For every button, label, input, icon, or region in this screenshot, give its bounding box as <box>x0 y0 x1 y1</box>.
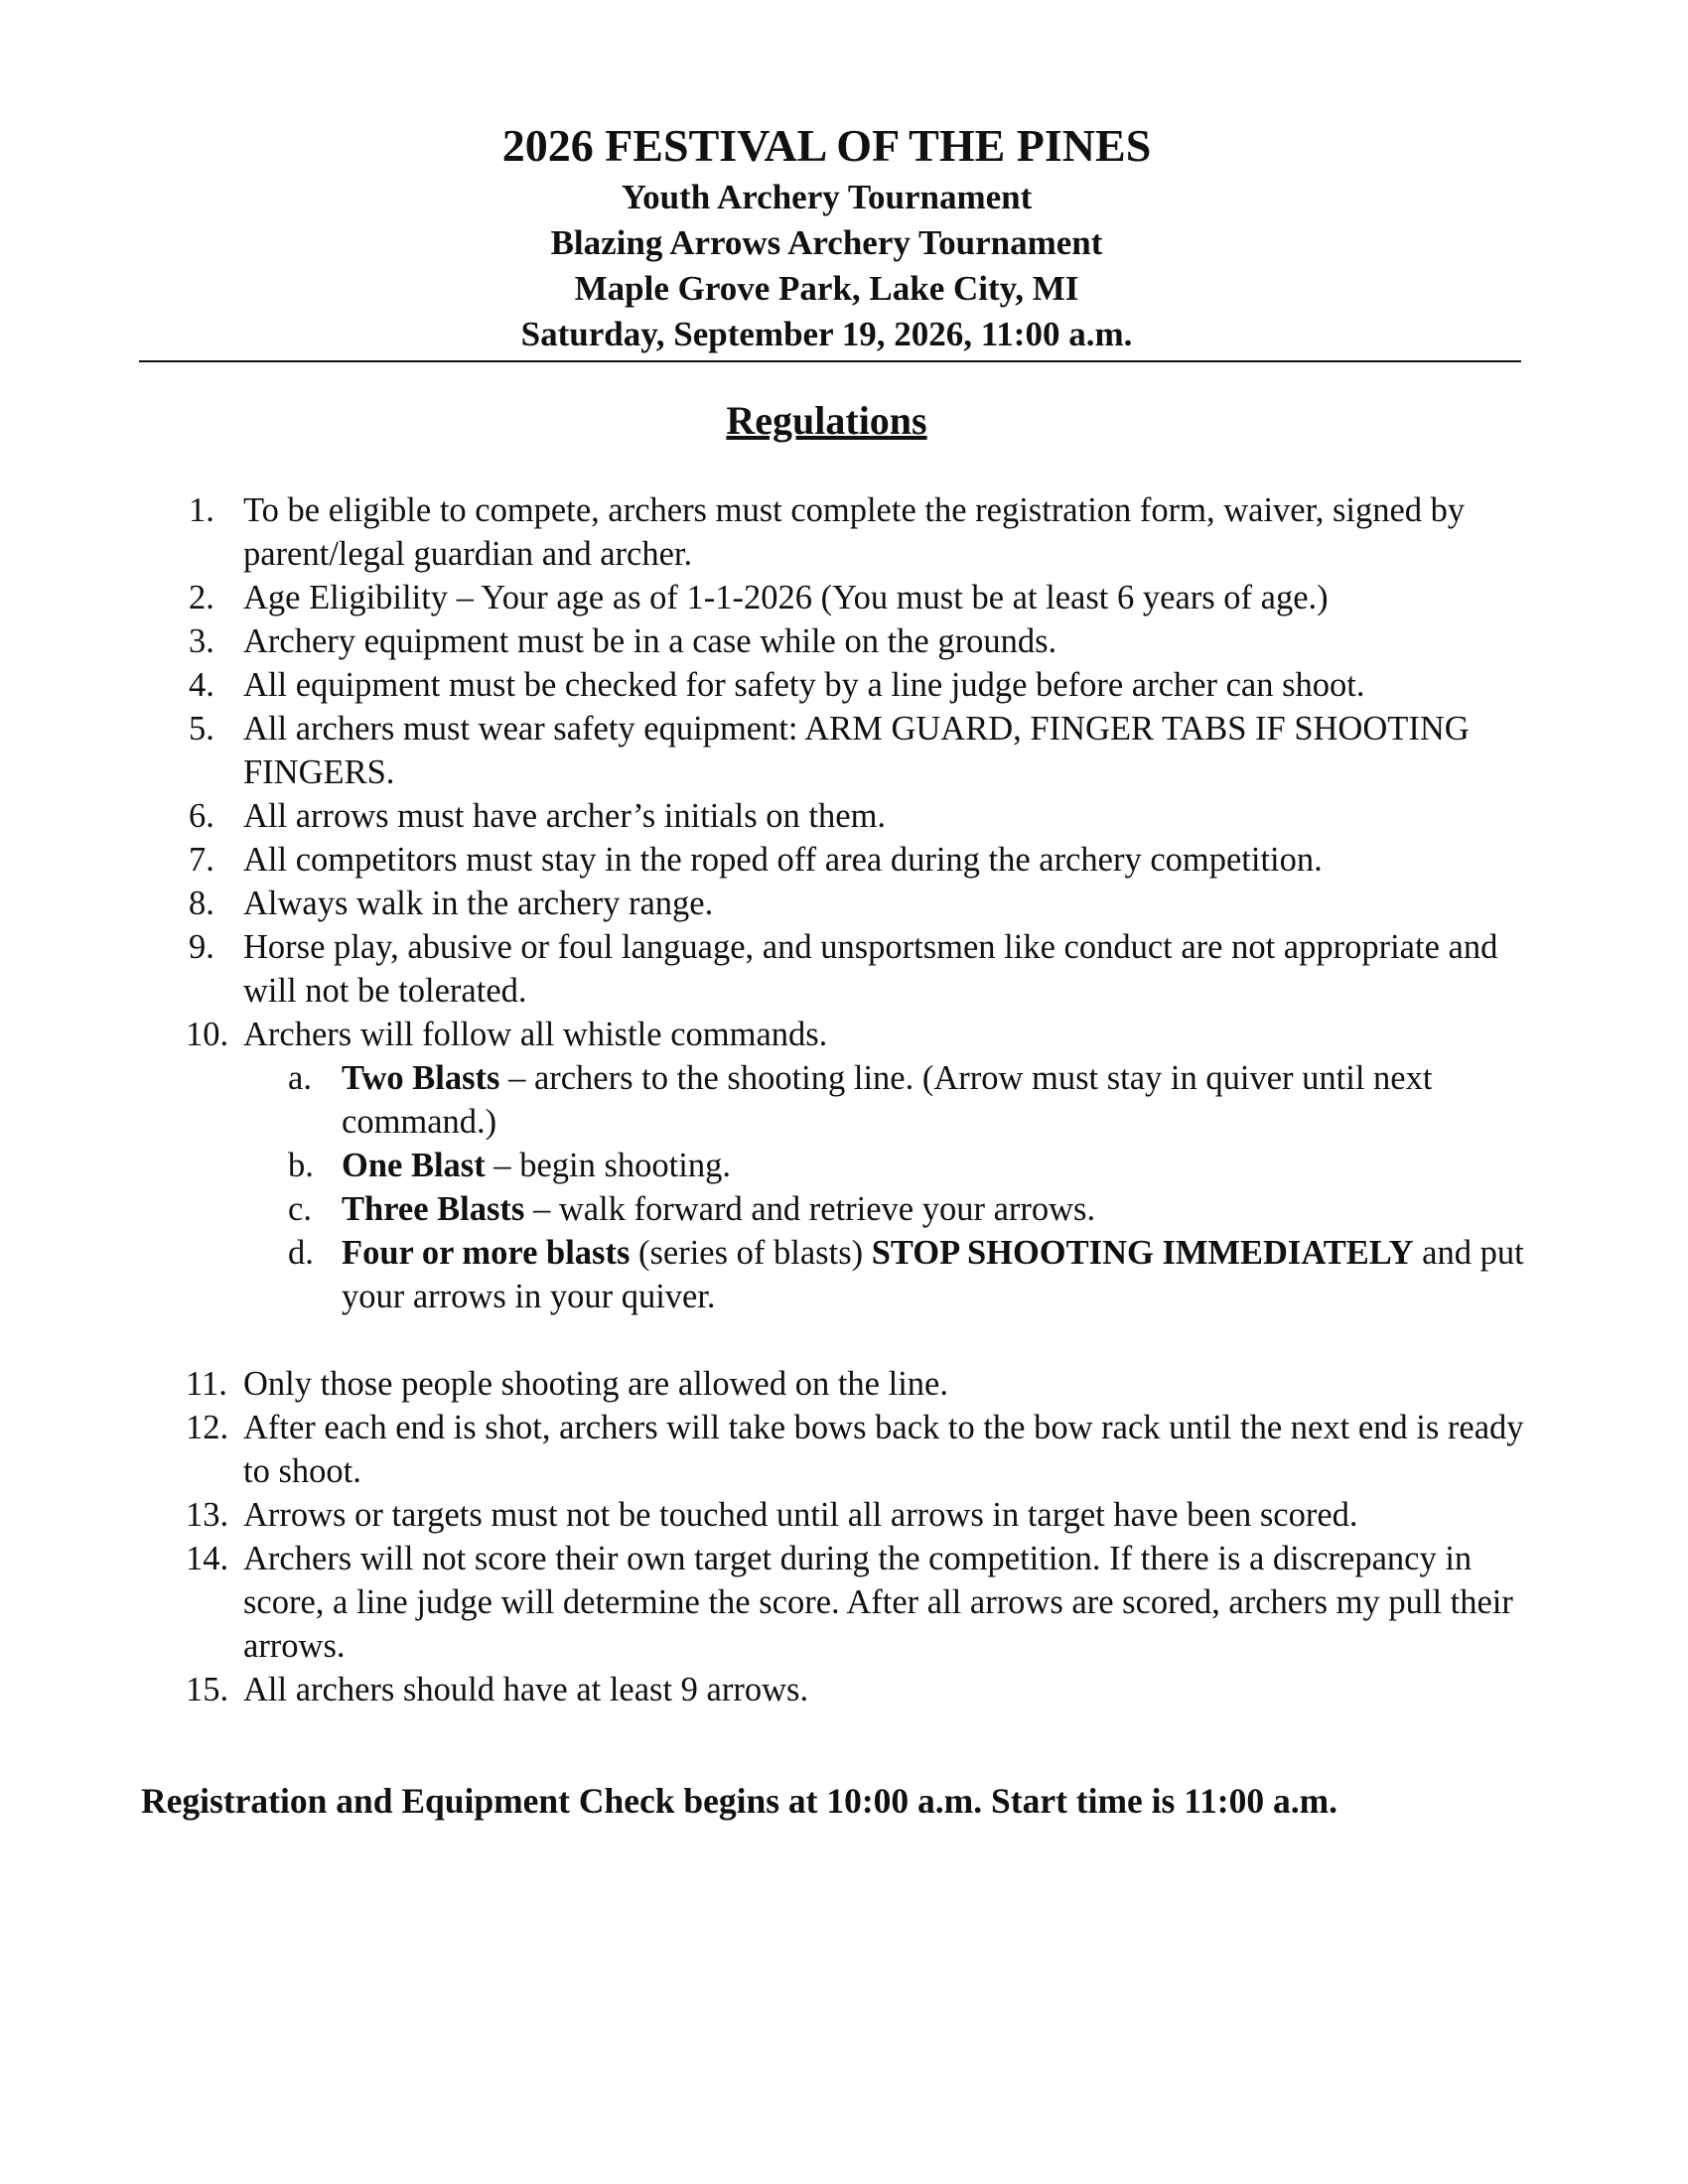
rule-number: 7. <box>189 841 214 879</box>
rule-number: 8. <box>189 885 214 922</box>
command-emphasis: STOP SHOOTING IMMEDIATELY <box>871 1234 1414 1272</box>
rule-item <box>186 1013 1549 1056</box>
rule-number: 2. <box>189 579 214 616</box>
rule-text: All equipment must be checked for safety by a line judge before archer can shoot. <box>243 666 1365 704</box>
rule-text: All arrows must have archer’s initials on them. <box>243 797 887 835</box>
rule-number: 3. <box>189 622 214 660</box>
command-name: Three Blasts <box>342 1190 525 1228</box>
rule-number: 12. <box>186 1409 229 1446</box>
spacer <box>189 1318 1549 1362</box>
rule-text: Always walk in the archery range. <box>243 885 714 922</box>
rule-text: Archery equipment must be in a case while on the grounds. <box>243 622 1057 660</box>
rule-number: 15. <box>186 1671 229 1708</box>
rule-item <box>189 925 1549 1013</box>
rule-item <box>186 1668 1549 1711</box>
command-text: and put your arrows in your quiver. <box>342 1234 1524 1315</box>
rule-item <box>189 576 1549 619</box>
rule-item <box>186 1406 1549 1493</box>
command-label: c. <box>288 1190 312 1228</box>
command-label: a. <box>288 1059 312 1097</box>
whistle-commands-list <box>189 1056 1549 1318</box>
rule-number: 11. <box>186 1365 227 1403</box>
whistle-command-item <box>288 1144 1549 1187</box>
rule-number: 9. <box>189 928 214 966</box>
command-text: – begin shooting. <box>485 1147 731 1184</box>
rule-item <box>189 488 1549 576</box>
rule-text: Age Eligibility – Your age as of 1-1-2026 (You must be at least 6 years of age.) <box>243 579 1329 616</box>
rule-text: Arrows or targets must not be touched until all arrows in target have been scored. <box>243 1496 1358 1534</box>
command-name: One Blast <box>342 1147 486 1184</box>
rule-number: 5. <box>189 710 214 748</box>
command-name: Four or more blasts <box>342 1234 631 1272</box>
event-location: Maple Grove Park, Lake City, MI <box>574 269 1079 308</box>
rule-text: After each end is shot, archers will take bows back to the bow rack until the next end is ready to shoot. <box>243 1409 1524 1490</box>
rule-text: Only those people shooting are allowed on the line. <box>243 1365 948 1403</box>
rule-text: To be eligible to compete, archers must complete the registration form, waiver, signed by parent/legal guardian and archer. <box>243 491 1466 573</box>
rule-number: 4. <box>189 666 214 704</box>
rule-number: 13. <box>186 1496 229 1534</box>
command-name: Two Blasts <box>342 1059 500 1097</box>
rule-item <box>189 663 1549 707</box>
rule-item <box>186 1537 1549 1668</box>
rule-text: All competitors must stay in the roped off area during the archery competition. <box>243 841 1323 879</box>
whistle-command-item <box>288 1187 1549 1231</box>
rule-item <box>186 1493 1549 1537</box>
whistle-command-item <box>288 1056 1549 1144</box>
rule-number: 6. <box>189 797 214 835</box>
command-text: – archers to the shooting line. (Arrow must stay in quiver until next command.) <box>342 1059 1433 1141</box>
registration-note: Registration and Equipment Check begins at 10:00 a.m. Start time is 11:00 a.m. <box>141 1781 1338 1821</box>
rule-text: All archers should have at least 9 arrows. <box>243 1671 809 1708</box>
rule-number: 10. <box>186 1016 229 1053</box>
regulations-list <box>186 488 1549 1711</box>
tournament-subtitle: Blazing Arrows Archery Tournament <box>550 223 1103 262</box>
command-text: – walk forward and retrieve your arrows. <box>524 1190 1096 1228</box>
rule-item <box>189 794 1549 838</box>
command-text: (series of blasts) <box>630 1234 872 1272</box>
rule-item <box>189 619 1549 663</box>
rule-item <box>189 838 1549 882</box>
rule-number: 1. <box>189 491 214 529</box>
section-title: Regulations <box>726 398 927 443</box>
whistle-command-item <box>288 1231 1549 1318</box>
rule-text: Archers will follow all whistle commands. <box>243 1016 828 1053</box>
rule-text: Horse play, abusive or foul language, and unsportsmen like conduct are not appropriate and will not be tolerated. <box>243 928 1498 1010</box>
rule-number: 14. <box>186 1540 229 1577</box>
event-title: 2026 FESTIVAL OF THE PINES <box>501 120 1152 171</box>
rule-text: Archers will not score their own target during the competition. If there is a discrepancy in score, a line judge will determine the score. After all arrows are scored, archers my pull their arrows. <box>243 1540 1513 1665</box>
tournament-name: Youth Archery Tournament <box>621 178 1033 216</box>
header-divider <box>139 360 1521 362</box>
command-label: b. <box>288 1147 314 1184</box>
rule-text: All archers must wear safety equipment: ARM GUARD, FINGER TABS IF SHOOTING FINGERS. <box>243 710 1470 791</box>
rule-item <box>189 707 1549 794</box>
rule-item <box>189 882 1549 925</box>
event-date: Saturday, September 19, 2026, 11:00 a.m. <box>520 315 1133 353</box>
document-header <box>0 117 1653 357</box>
command-label: d. <box>288 1234 314 1272</box>
rule-item <box>186 1362 1549 1406</box>
